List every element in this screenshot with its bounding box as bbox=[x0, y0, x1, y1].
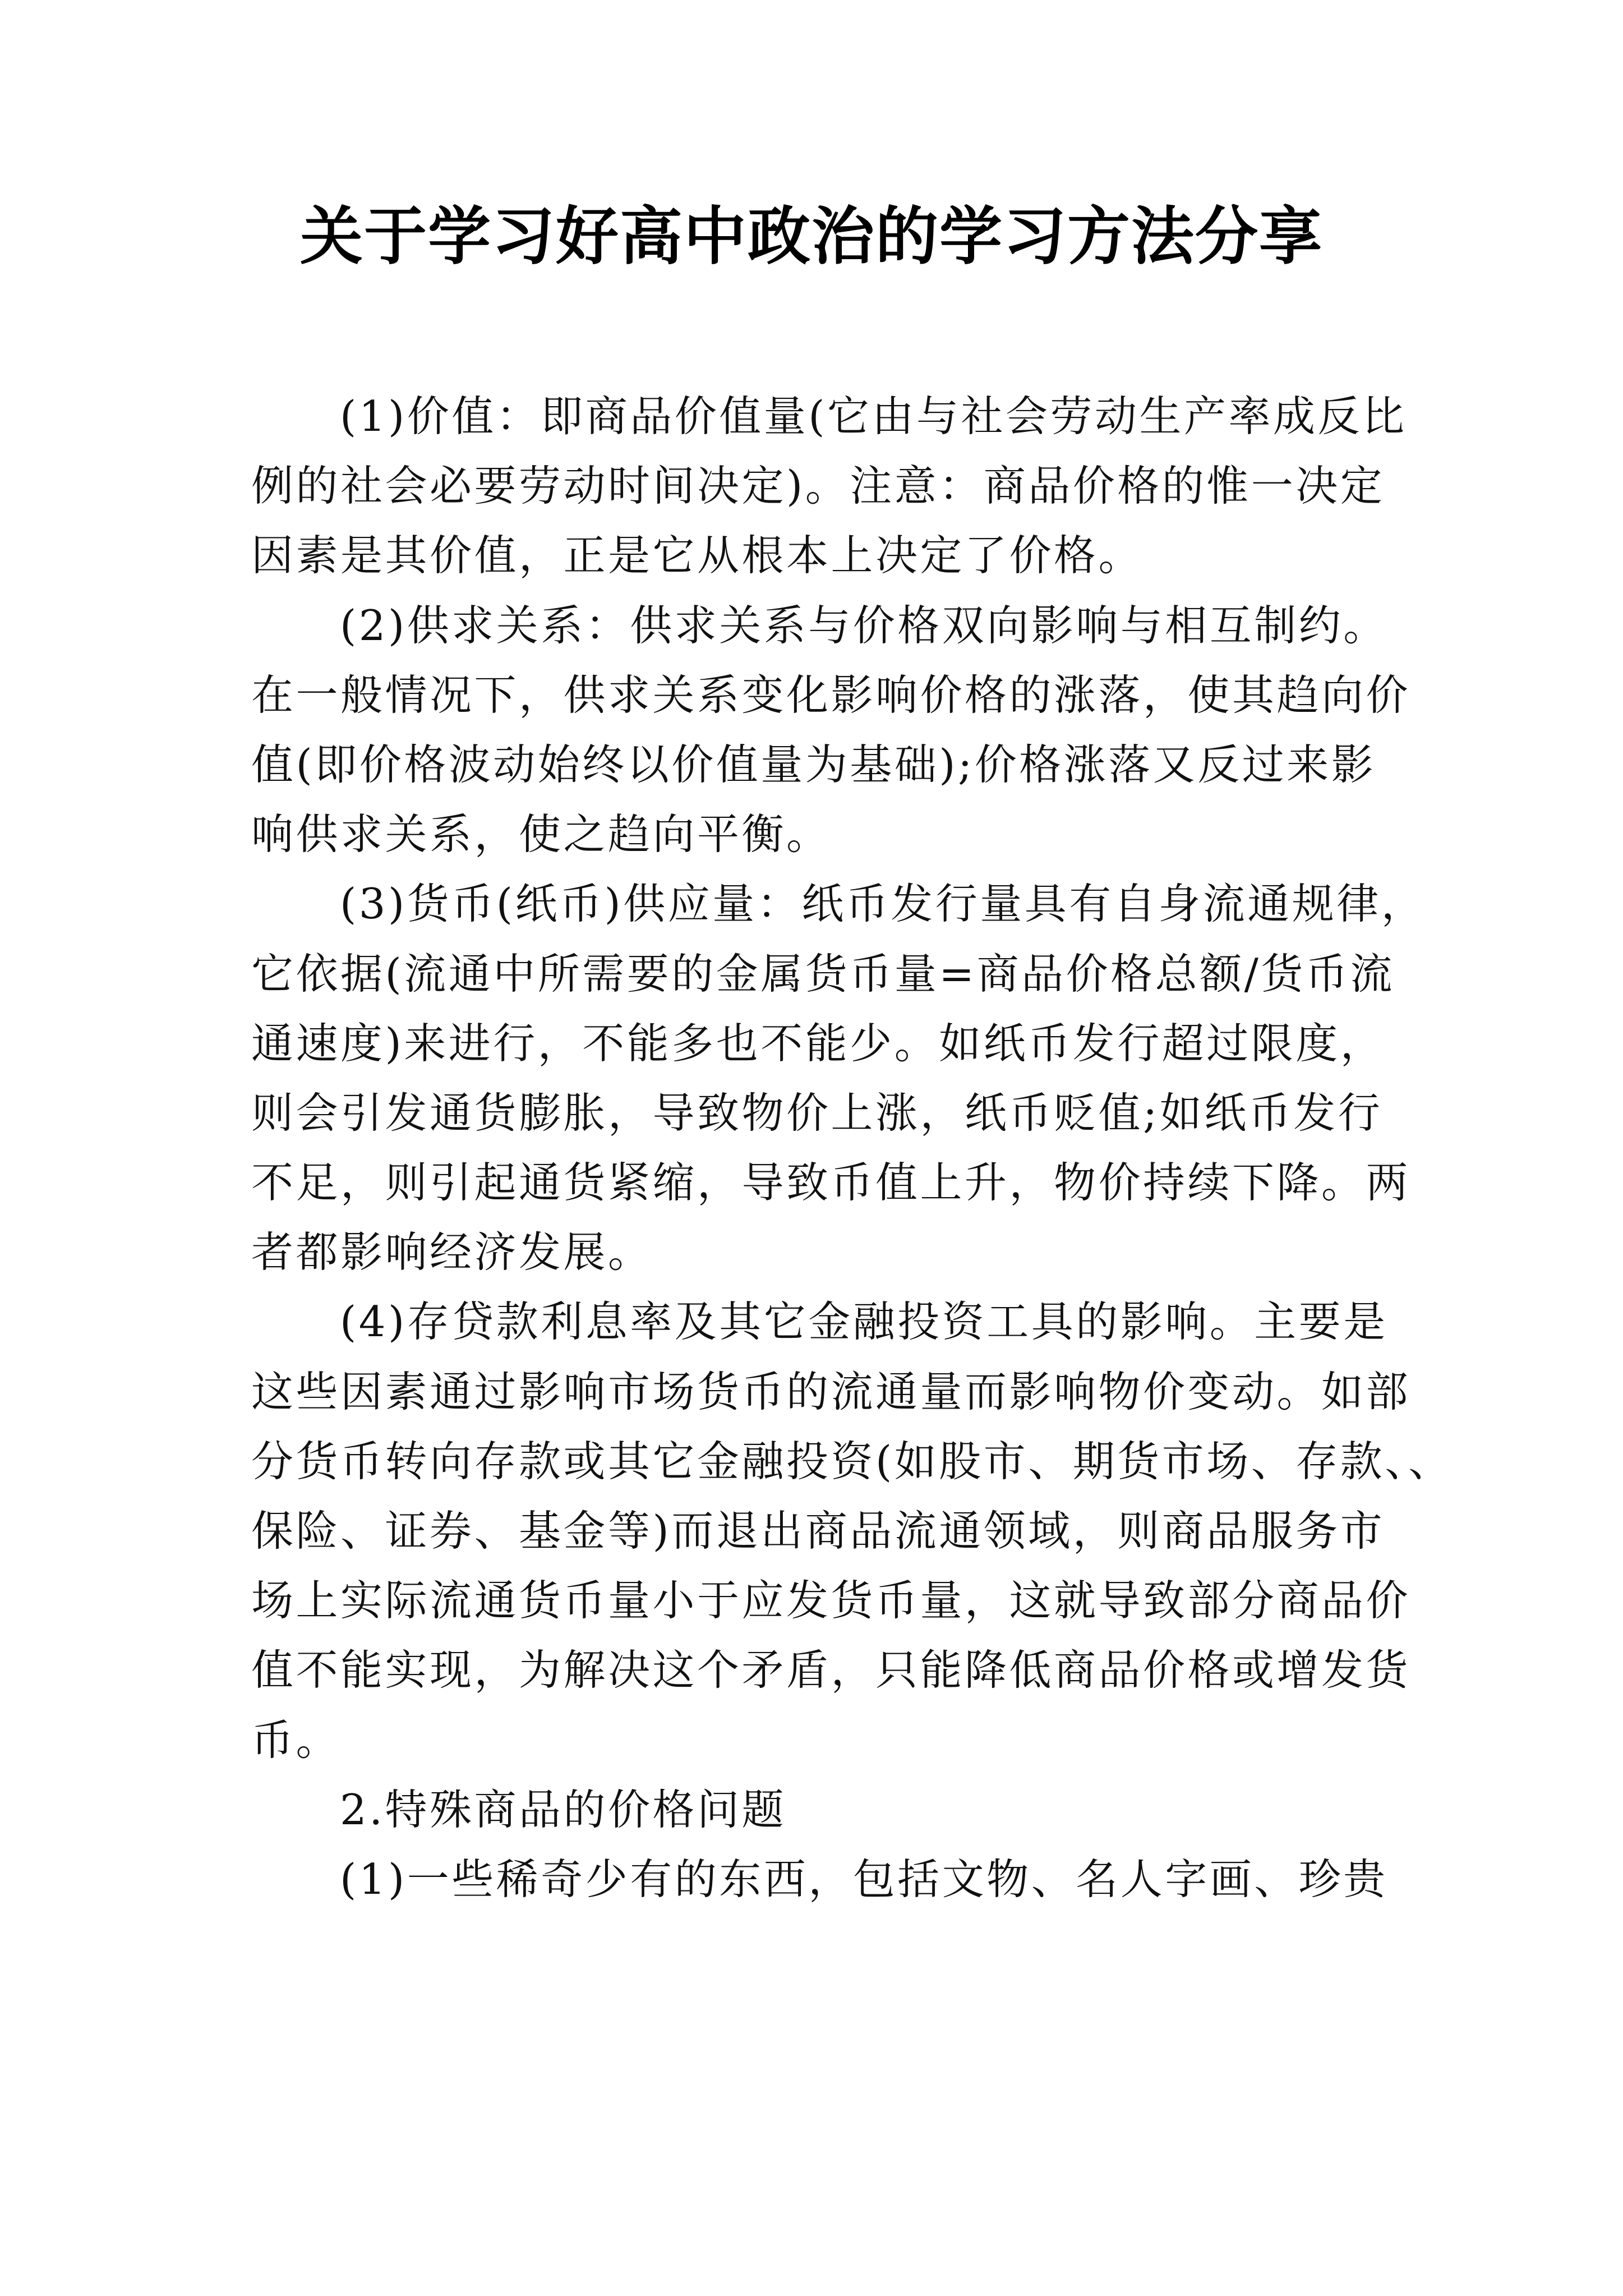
text-line: (3)货币(纸币)供应量：纸币发行量具有自身流通规律， bbox=[340, 879, 1426, 929]
text-line: 者都影响经济发展。 bbox=[251, 1227, 653, 1277]
text-line: (1)价值：即商品价值量(它由与社会劳动生产率成反比 bbox=[340, 392, 1407, 441]
text-line: (1)一些稀奇少有的东西，包括文物、名人字画、珍贵 bbox=[340, 1854, 1388, 1904]
text-line: 通速度)来进行，不能多也不能少。如纸币发行超过限度， bbox=[251, 1018, 1385, 1068]
text-line: 币。 bbox=[251, 1715, 341, 1765]
text-line: (2)供求关系：供求关系与价格双向影响与相互制约。 bbox=[340, 600, 1388, 650]
document-title: 关于学习好高中政治的学习方法分享 bbox=[300, 200, 1323, 273]
text-line: 2.特殊商品的价格问题 bbox=[340, 1784, 787, 1834]
text-line: 它依据(流通中所需要的金属货币量=商品价格总额/货币流 bbox=[251, 949, 1395, 999]
text-line: 值(即价格波动始终以价值量为基础);价格涨落又反过来影 bbox=[251, 739, 1376, 789]
text-line: 保险、证券、基金等)而退出商品流通领域，则商品服务市 bbox=[251, 1506, 1385, 1556]
text-line: 因素是其价值，正是它从根本上决定了价格。 bbox=[251, 531, 1144, 581]
text-line: 则会引发通货膨胀，导致物价上涨，纸币贬值;如纸币发行 bbox=[251, 1088, 1383, 1138]
text-line: 在一般情况下，供求关系变化影响价格的涨落，使其趋向价 bbox=[251, 670, 1411, 720]
text-line: 值不能实现，为解决这个矛盾，只能降低商品价格或增发货 bbox=[251, 1645, 1411, 1695]
text-line: 场上实际流通货币量小于应发货币量，这就导致部分商品价 bbox=[251, 1576, 1411, 1626]
text-line: (4)存贷款利息率及其它金融投资工具的影响。主要是 bbox=[340, 1297, 1388, 1347]
text-line: 响供求关系，使之趋向平衡。 bbox=[251, 809, 831, 859]
text-line: 例的社会必要劳动时间决定)。注意：商品价格的惟一决定 bbox=[251, 461, 1385, 511]
text-line: 这些因素通过影响市场货币的流通量而影响物价变动。如部 bbox=[251, 1366, 1411, 1416]
text-line: 分货币转向存款或其它金融投资(如股市、期货市场、存款、、 bbox=[251, 1436, 1453, 1486]
text-line: 不足，则引起通货紧缩，导致币值上升，物价持续下降。两 bbox=[251, 1158, 1411, 1208]
document-body bbox=[251, 381, 1453, 1914]
